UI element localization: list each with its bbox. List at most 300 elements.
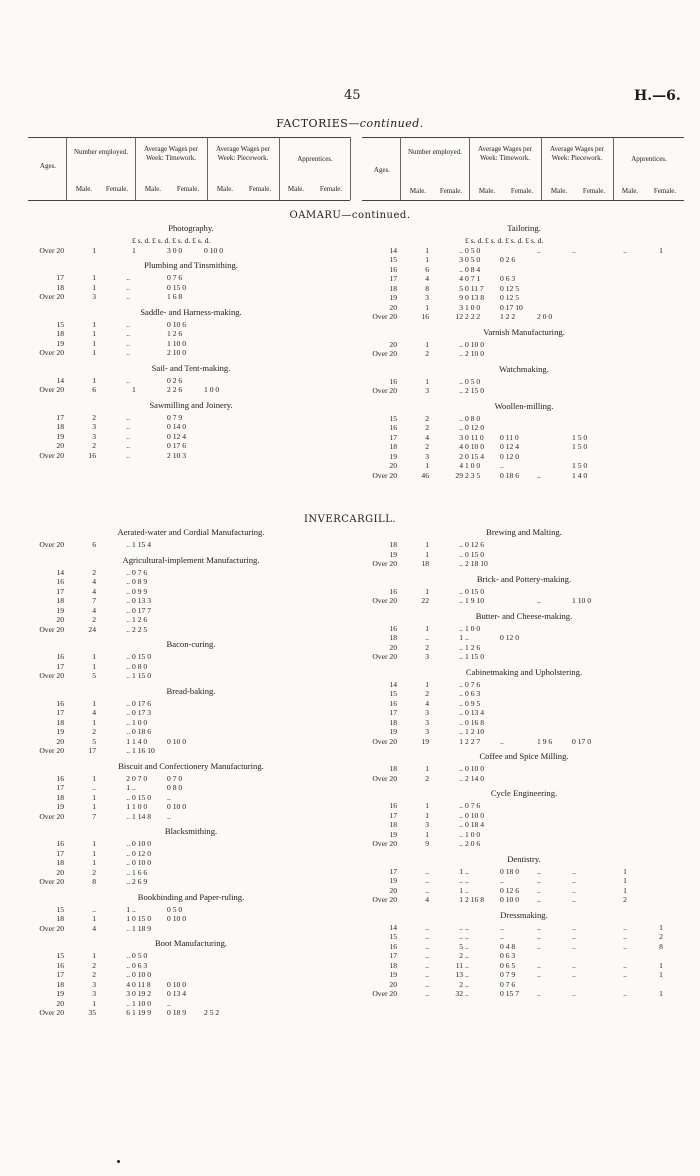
- table-cell: 15: [389, 689, 397, 698]
- header-apprentices-right: Apprentices.: [631, 155, 667, 163]
- table-cell: 0 15 0: [132, 914, 151, 923]
- table-cell: 18: [56, 422, 64, 431]
- table-cell: 2 10 3: [167, 450, 186, 460]
- table-row: [363, 303, 685, 313]
- table-cell: 1: [92, 839, 96, 848]
- table-cell: 2: [425, 689, 429, 698]
- table-row: [363, 932, 685, 942]
- table-cell: 3: [425, 652, 429, 661]
- table-cell: 4: [459, 274, 463, 283]
- table-cell: 1: [92, 338, 96, 348]
- table-cell: ..: [465, 876, 469, 885]
- table-cell: 1 4 0: [572, 470, 588, 480]
- table-cell: 19: [56, 605, 64, 615]
- table-cell: ..: [500, 932, 504, 941]
- table-cell: ..: [500, 876, 504, 885]
- table-cell: ..: [126, 567, 130, 577]
- table-cell: ..: [459, 773, 463, 783]
- table-row: [30, 625, 352, 635]
- invercargill-right-column: [363, 522, 685, 999]
- table-cell: Over 20: [372, 736, 397, 746]
- table-cell: Over 20: [372, 349, 397, 358]
- table-cell: 17: [56, 848, 64, 858]
- table-cell: 3: [92, 431, 96, 441]
- table-cell: 15: [56, 904, 64, 914]
- section-title: Butter- and Cheese-making.: [475, 610, 573, 621]
- table-cell: 17: [88, 746, 96, 755]
- table-row: [30, 451, 352, 461]
- table-cell: ..: [459, 810, 463, 820]
- table-cell: ..: [459, 245, 463, 255]
- table-cell: 19: [389, 876, 397, 885]
- section-title: Agricultural-implement Manufacturing.: [122, 554, 260, 565]
- table-cell: 1: [459, 866, 463, 876]
- table-cell: 14: [56, 375, 64, 385]
- table-cell: 0 7 6: [465, 679, 481, 689]
- table-cell: 1: [126, 783, 130, 792]
- page-code: H.—6.: [634, 88, 681, 104]
- table-row: [363, 830, 685, 840]
- table-row: [363, 774, 685, 784]
- table-cell: ..: [537, 895, 541, 904]
- header-divider: [350, 137, 351, 200]
- table-cell: 0 15 4: [465, 451, 484, 461]
- table-cell: 2: [425, 413, 429, 423]
- table-cell: 15: [56, 319, 64, 329]
- table-cell: 3: [425, 386, 429, 395]
- table-cell: ..: [572, 970, 576, 979]
- table-cell: ..: [537, 866, 541, 876]
- table-cell: 2: [459, 979, 463, 989]
- table-cell: 0 10 0: [167, 802, 186, 811]
- header-apprentices-left: Apprentices.: [297, 155, 333, 163]
- table-cell: ..: [425, 876, 429, 885]
- table-cell: 4: [92, 577, 96, 586]
- table-cell: 1: [425, 376, 429, 386]
- table-cell: Over 20: [372, 470, 397, 480]
- header-female-piece-right: Female.: [582, 187, 606, 195]
- table-cell: 1: [132, 385, 136, 394]
- town-oamaru-text: OAMARU—continued.: [289, 210, 411, 221]
- oamaru-left-column: [30, 218, 352, 460]
- table-cell: 2: [459, 951, 463, 960]
- table-cell: 18: [56, 914, 64, 923]
- table-row: [363, 624, 685, 634]
- table-cell: 4: [92, 708, 96, 717]
- money-units-row: [363, 236, 685, 246]
- table-cell: 16: [389, 623, 397, 633]
- table-cell: ..: [126, 717, 130, 727]
- table-cell: 2: [92, 441, 96, 450]
- table-cell: 1: [459, 736, 463, 746]
- table-cell: ..: [500, 736, 504, 746]
- table-cell: ..: [459, 596, 463, 605]
- table-cell: 16: [389, 698, 397, 708]
- table-cell: ..: [537, 960, 541, 970]
- table-cell: 0 13 8: [465, 293, 484, 302]
- table-cell: 0 12 5: [500, 293, 519, 302]
- table-row: [363, 886, 685, 896]
- table-row: [363, 764, 685, 774]
- print-dot: [117, 1160, 120, 1163]
- table-row: [363, 587, 685, 597]
- section-title: Varnish Manufacturing.: [483, 326, 565, 337]
- page-number: 45: [344, 88, 361, 103]
- table-cell: 20: [56, 867, 64, 877]
- table-cell: 0 5 0: [167, 904, 183, 914]
- table-cell: 0 17 3: [132, 708, 151, 717]
- table-cell: Over 20: [372, 839, 397, 848]
- table-cell: 15: [56, 951, 64, 960]
- table-cell: 3: [425, 820, 429, 829]
- table-cell: ..: [126, 624, 130, 634]
- table-cell: 0 15 0: [167, 282, 186, 292]
- table-row: [363, 312, 685, 322]
- table-cell: ..: [126, 708, 130, 717]
- table-cell: 0 6 3: [500, 951, 516, 960]
- table-cell: ..: [623, 941, 627, 951]
- table-cell: 18: [56, 979, 64, 989]
- table-row: [363, 340, 685, 350]
- section-title: Sawmilling and Joinery.: [149, 399, 233, 410]
- table-cell: 1 0 0: [132, 802, 148, 811]
- table-cell: ..: [459, 922, 463, 932]
- table-cell: 2 2 7: [465, 736, 481, 746]
- table-cell: 0 7 6: [465, 801, 481, 810]
- table-cell: 0 15 0: [465, 549, 484, 559]
- table-row: [363, 980, 685, 990]
- header-divider: [66, 137, 67, 200]
- table-cell: 0 7 1: [465, 274, 481, 283]
- table-cell: 0 10 0: [132, 839, 151, 848]
- table-cell: 17: [389, 432, 397, 442]
- table-cell: ..: [126, 848, 130, 858]
- table-cell: 16: [389, 264, 397, 274]
- table-cell: 20: [389, 339, 397, 349]
- table-row: [30, 348, 352, 358]
- table-cell: 1: [92, 848, 96, 858]
- table-row: [30, 339, 352, 349]
- table-row: [30, 812, 352, 822]
- town-invercargill-text: INVERCARGILL.: [303, 514, 397, 525]
- table-cell: 1 14 8: [132, 811, 151, 821]
- table-cell: 18: [421, 559, 429, 568]
- table-cell: 0 5 0: [465, 255, 481, 264]
- table-cell: ..: [167, 792, 171, 802]
- table-cell: 3: [92, 989, 96, 998]
- table-cell: 2 10 0: [465, 349, 484, 358]
- table-cell: ..: [126, 422, 130, 431]
- table-cell: 17: [56, 586, 64, 596]
- table-cell: ..: [126, 450, 130, 460]
- table-cell: ..: [126, 375, 130, 385]
- section-title: Tailoring.: [507, 223, 541, 233]
- table-cell: ..: [623, 989, 627, 998]
- table-cell: ..: [465, 922, 469, 932]
- table-cell: 0 4 8: [500, 941, 516, 951]
- table-cell: 1: [92, 273, 96, 282]
- table-cell: 13: [455, 970, 463, 979]
- table-cell: ..: [465, 960, 469, 970]
- table-cell: 0 6 5: [500, 960, 516, 970]
- table-cell: 2 18 10: [465, 559, 488, 568]
- table-cell: 17: [389, 866, 397, 876]
- table-row: [30, 699, 352, 709]
- table-cell: Over 20: [39, 348, 64, 357]
- table-cell: 18: [56, 792, 64, 802]
- table-cell: 0 13 4: [465, 708, 484, 717]
- table-cell: ..: [425, 941, 429, 951]
- table-cell: 0 2 6: [167, 375, 183, 385]
- table-cell: 18: [389, 633, 397, 642]
- table-cell: ..: [572, 895, 576, 904]
- table-row: [30, 432, 352, 442]
- table-cell: ..: [126, 412, 130, 422]
- section-title: Bread-baking.: [166, 685, 216, 696]
- table-cell: 0 7 9: [167, 412, 183, 422]
- table-cell: 0 2 6: [500, 255, 516, 264]
- table-row: [363, 923, 685, 933]
- table-row: [363, 550, 685, 560]
- table-cell: 20: [56, 615, 64, 624]
- table-cell: 2 5 2: [204, 1008, 220, 1017]
- table-cell: 16: [389, 801, 397, 810]
- table-row: [30, 385, 352, 395]
- table-cell: 1 6 6: [132, 867, 148, 877]
- table-row: [30, 961, 352, 971]
- table-cell: ..: [126, 960, 130, 970]
- table-cell: 1: [126, 802, 130, 811]
- section-title: Dressmaking.: [500, 909, 548, 920]
- table-row: [30, 858, 352, 868]
- table-row: [363, 970, 685, 980]
- header-bottom-rule-left: [28, 200, 350, 201]
- table-cell: ..: [623, 960, 627, 970]
- table-cell: ..: [459, 820, 463, 829]
- table-row: [363, 386, 685, 396]
- table-cell: ..: [537, 989, 541, 998]
- table-cell: 1 15 0: [132, 671, 151, 680]
- table-cell: 0 10 0: [465, 442, 484, 451]
- header-female-app-right: Female.: [653, 187, 677, 195]
- table-row: [30, 746, 352, 756]
- table-cell: 1: [425, 801, 429, 810]
- table-cell: ..: [537, 470, 541, 480]
- table-cell: ..: [126, 661, 130, 671]
- table-row: [30, 989, 352, 999]
- table-cell: ..: [459, 717, 463, 727]
- table-cell: ..: [465, 633, 469, 642]
- table-cell: 6: [92, 385, 96, 394]
- table-cell: ..: [459, 264, 463, 274]
- table-cell: 0 7 6: [500, 979, 516, 989]
- table-cell: 16: [389, 423, 397, 432]
- header-divider: [400, 137, 401, 200]
- table-cell: Over 20: [39, 540, 64, 549]
- table-cell: 1: [92, 348, 96, 357]
- table-cell: Over 20: [39, 671, 64, 680]
- table-cell: 14: [389, 922, 397, 932]
- table-cell: ..: [572, 876, 576, 885]
- table-row: [363, 423, 685, 433]
- table-cell: 0 12 5: [500, 283, 519, 293]
- table-cell: 16: [389, 941, 397, 951]
- table-cell: 17: [389, 274, 397, 283]
- table-cell: 3: [425, 708, 429, 717]
- table-cell: 0 5 0: [465, 376, 481, 386]
- table-cell: ..: [459, 698, 463, 708]
- table-cell: 0 18 6: [132, 727, 151, 736]
- table-cell: 0 12 0: [465, 423, 484, 432]
- table-cell: 1 16 10: [132, 746, 155, 755]
- table-cell: 1 15 4: [132, 540, 151, 549]
- table-cell: 0 15 0: [465, 586, 484, 596]
- table-cell: 1: [623, 866, 627, 876]
- table-cell: ..: [126, 698, 130, 708]
- header-wages-piece-left: Average Wages per Week: Piecework.: [216, 145, 270, 162]
- table-cell: 1: [425, 540, 429, 549]
- table-cell: 1: [425, 255, 429, 264]
- table-row: [363, 265, 685, 275]
- table-row: [30, 783, 352, 793]
- section-title: Woollen-milling.: [494, 400, 554, 411]
- table-cell: ..: [126, 540, 130, 549]
- table-cell: 0 5 0: [465, 245, 481, 255]
- table-row: [30, 774, 352, 784]
- table-row: [30, 980, 352, 990]
- table-row: [30, 568, 352, 578]
- table-cell: 17: [56, 412, 64, 422]
- table-row: [363, 377, 685, 387]
- header-wages-time-right: Average Wages per Week: Timework.: [478, 145, 532, 162]
- table-cell: 19: [389, 970, 397, 979]
- table-cell: 2 0 6: [465, 839, 481, 848]
- header-female-left: Female.: [105, 185, 129, 193]
- table-cell: 0 7 0: [132, 773, 148, 783]
- header-divider: [469, 137, 470, 200]
- table-cell: ..: [126, 811, 130, 821]
- table-cell: 1: [92, 717, 96, 727]
- table-cell: 1 0 0: [132, 717, 148, 727]
- table-cell: ..: [623, 922, 627, 932]
- table-cell: 0 10 0: [465, 810, 484, 820]
- table-cell: 18: [389, 960, 397, 970]
- table-cell: ..: [572, 885, 576, 895]
- table-cell: Over 20: [39, 385, 64, 394]
- table-cell: ..: [126, 727, 130, 736]
- section-title: Cycle Engineering.: [490, 788, 558, 798]
- table-row: [363, 820, 685, 830]
- table-cell: 7: [92, 596, 96, 605]
- table-cell: ..: [167, 811, 171, 821]
- table-row: [30, 727, 352, 737]
- table-cell: 19: [56, 727, 64, 736]
- table-row: [363, 433, 685, 443]
- table-cell: ..: [459, 708, 463, 717]
- table-cell: 1 19 9: [132, 1008, 151, 1017]
- table-cell: 3: [92, 422, 96, 431]
- table-cell: ..: [126, 282, 130, 292]
- table-row: [363, 246, 685, 256]
- table-cell: 0 18 9: [167, 1008, 186, 1017]
- table-cell: Over 20: [39, 811, 64, 821]
- table-cell: ..: [126, 615, 130, 624]
- table-cell: ..: [126, 348, 130, 357]
- table-row: [30, 652, 352, 662]
- header-bottom-rule-right: [362, 200, 684, 201]
- table-cell: 16: [389, 586, 397, 596]
- table-row: [30, 329, 352, 339]
- table-row: [30, 951, 352, 961]
- table-cell: 2: [126, 773, 130, 783]
- table-cell: 2 16 8: [465, 895, 484, 904]
- table-row: [363, 652, 685, 662]
- table-row: [363, 274, 685, 284]
- table-cell: 8: [659, 941, 663, 951]
- table-cell: 9: [459, 293, 463, 302]
- table-cell: 1: [425, 829, 429, 839]
- table-row: [363, 951, 685, 961]
- table-cell: ..: [126, 858, 130, 867]
- table-cell: Over 20: [39, 292, 64, 301]
- table-row: [363, 643, 685, 653]
- money-units: £ s. d. £ s. d. £ s. d. £ s. d.: [132, 236, 211, 245]
- table-cell: ..: [465, 866, 469, 876]
- table-row: [363, 708, 685, 718]
- table-cell: 16: [56, 652, 64, 661]
- table-cell: 18: [389, 820, 397, 829]
- table-cell: 0 7 9: [500, 970, 516, 979]
- money-units-row: [30, 236, 352, 246]
- table-cell: ..: [459, 876, 463, 885]
- table-cell: 1 5 0: [572, 461, 588, 470]
- table-cell: 1: [92, 998, 96, 1008]
- invercargill-left-column: [30, 522, 352, 1018]
- table-cell: 3: [459, 302, 463, 312]
- table-cell: 46: [421, 470, 429, 480]
- table-cell: 0 14 0: [167, 422, 186, 431]
- table-row: [30, 877, 352, 887]
- table-cell: 0 10 0: [465, 764, 484, 773]
- table-cell: ..: [92, 904, 96, 914]
- section-title: Dentistry.: [507, 853, 541, 864]
- table-cell: ..: [459, 423, 463, 432]
- table-cell: 6: [425, 264, 429, 274]
- table-cell: 16: [421, 312, 429, 321]
- table-cell: 1: [425, 339, 429, 349]
- table-cell: ..: [126, 329, 130, 338]
- table-row: [30, 615, 352, 625]
- section-title: Bacon-curing.: [166, 639, 216, 649]
- table-cell: 0 12 0: [500, 633, 519, 642]
- table-cell: 1 10 0: [132, 998, 151, 1008]
- table-cell: 1: [659, 922, 663, 932]
- table-cell: ..: [92, 783, 96, 792]
- table-cell: ..: [126, 319, 130, 329]
- table-cell: 4: [92, 923, 96, 933]
- table-cell: 1: [126, 914, 130, 923]
- table-row: [30, 441, 352, 451]
- table-cell: ..: [465, 989, 469, 998]
- table-cell: ..: [126, 577, 130, 586]
- table-row: [30, 606, 352, 616]
- table-cell: 11: [455, 960, 463, 970]
- table-cell: 17: [56, 783, 64, 792]
- table-cell: ..: [126, 652, 130, 661]
- table-cell: ..: [623, 245, 627, 255]
- table-cell: ..: [459, 829, 463, 839]
- table-row: [30, 671, 352, 681]
